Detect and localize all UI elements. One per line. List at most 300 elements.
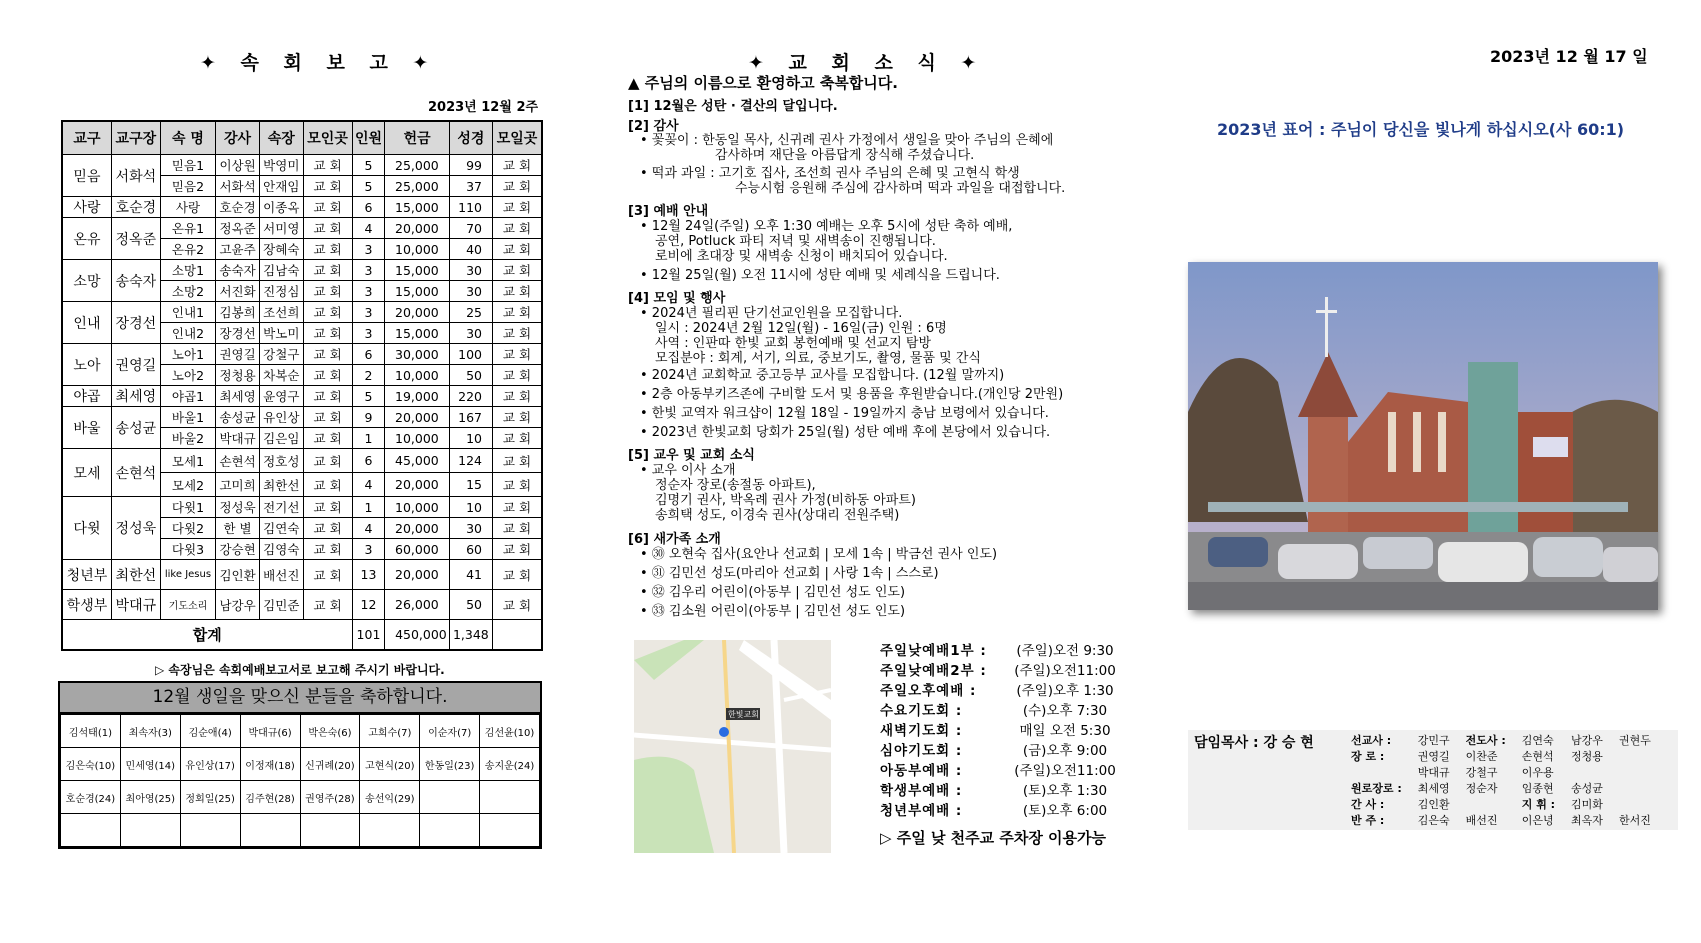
staff-cell — [1611, 780, 1659, 796]
table-cell: 20,000 — [385, 302, 449, 323]
table-cell: 호순경 — [111, 197, 160, 218]
column-header: 교구장 — [111, 121, 160, 155]
table-cell: 소망1 — [160, 260, 215, 281]
table-cell: 바울1 — [160, 407, 215, 428]
section-3: [3] 예배 안내 — [628, 204, 709, 219]
table-cell: 전기선 — [259, 497, 303, 518]
table-cell: 서미영 — [259, 218, 303, 239]
table-cell: 정성욱 — [216, 497, 260, 518]
table-cell: 인내1 — [160, 302, 215, 323]
table-cell: 15,000 — [385, 323, 449, 344]
report-date: 2023년 12월 2주 — [428, 100, 539, 115]
table-cell: 교 회 — [303, 323, 352, 344]
table-cell: 5 — [352, 155, 385, 176]
staff-cell: 간 사 : — [1351, 798, 1385, 811]
table-cell: 교 회 — [303, 473, 352, 497]
table-cell: 교 회 — [492, 218, 542, 239]
table-cell: 송성균 — [111, 407, 160, 449]
table-cell: 김은임 — [259, 428, 303, 449]
section-1: [1] 12월은 성탄 · 결산의 달입니다. — [628, 99, 838, 114]
column-header: 속장 — [259, 121, 303, 155]
table-row — [62, 260, 542, 281]
table-row — [62, 449, 542, 473]
table-cell: 사랑 — [62, 197, 111, 218]
birthday-cell: 최속자(3) — [120, 715, 180, 748]
birthday-cell: 신귀례(20) — [300, 748, 360, 781]
table-cell: 차복순 — [259, 365, 303, 386]
staff-cell: 강민구 — [1417, 734, 1450, 747]
table-cell: 3 — [352, 239, 385, 260]
table-cell: 15,000 — [385, 260, 449, 281]
birthday-cell: 박은숙(6) — [300, 715, 360, 748]
birthday-cell — [420, 781, 480, 814]
event-line-2: 일시 : 2024년 2월 12일(월) - 16일(금) 인원 : 6명 — [655, 321, 947, 336]
table-cell: 교 회 — [492, 518, 542, 539]
event-line-7: • 한빛 교역자 워크샵이 12월 18일 - 19일까지 충남 보령에서 있습니다. — [640, 406, 1049, 421]
birthday-cell — [120, 814, 180, 847]
rice-cake-thanks: • 떡과 과일 : 고기호 집사, 조선희 권사 주님의 은혜 및 고현식 학생 — [640, 166, 1020, 181]
staff-cell — [1563, 764, 1611, 780]
staff-cell — [1611, 748, 1659, 764]
table-cell: 교 회 — [303, 428, 352, 449]
total-row — [62, 620, 542, 650]
table-cell: 장경선 — [216, 323, 260, 344]
table-cell: 소망 — [62, 260, 111, 302]
table-cell: 1 — [352, 497, 385, 518]
table-row — [62, 386, 542, 407]
staff-cell: 김은숙 — [1417, 814, 1450, 827]
worship-line-1: • 12월 24일(주일) 오후 1:30 예배는 오후 5시에 성탄 축하 예배, — [640, 219, 1013, 234]
table-cell: 교 회 — [492, 323, 542, 344]
table-cell: 30 — [449, 518, 492, 539]
table-cell: 교 회 — [303, 197, 352, 218]
table-cell: 김남숙 — [259, 260, 303, 281]
column-header: 인원 — [352, 121, 385, 155]
column-header: 교구 — [62, 121, 111, 155]
table-cell: 최세영 — [216, 386, 260, 407]
newcomer-3: • ㉜ 김우리 어린이(아동부 | 김민선 성도 인도) — [640, 585, 906, 600]
schedule-row — [880, 721, 1130, 741]
table-cell: 박영미 — [259, 155, 303, 176]
staff-cell: 배선진 — [1465, 814, 1498, 827]
member-line-4: 송희택 성도, 이경숙 권사(상대리 전원주택) — [655, 508, 900, 523]
table-cell: 윤영구 — [259, 386, 303, 407]
staff-cell: 전도사 : — [1465, 734, 1506, 747]
table-cell: 교 회 — [303, 560, 352, 590]
table-cell: 10,000 — [385, 497, 449, 518]
table-cell: 바울2 — [160, 428, 215, 449]
table-cell: 교 회 — [492, 497, 542, 518]
table-cell: 10 — [449, 497, 492, 518]
staff-cell: 김미화 — [1571, 798, 1603, 811]
table-cell: 서진화 — [216, 281, 260, 302]
member-line-3: 김명기 권사, 박옥례 권사 가정(비하동 아파트) — [655, 493, 916, 508]
table-cell: 교 회 — [492, 155, 542, 176]
event-line-8: • 2023년 한빛교회 당회가 25일(월) 성탄 예배 후에 본당에서 있습니다. — [640, 425, 1051, 440]
birthday-cell: 유인상(17) — [180, 748, 240, 781]
table-cell: 45,000 — [385, 449, 449, 473]
year-motto: 2023년 표어 : 주님이 당신을 빛나게 하십시오(사 60:1) — [1217, 120, 1625, 139]
birthday-cell: 고현식(20) — [360, 748, 420, 781]
staff-cell: 최옥자 — [1571, 814, 1603, 827]
table-cell: 장경선 — [111, 302, 160, 344]
worship-line-2: 공연, Potluck 파티 저녁 및 새벽송이 진행됩니다. — [655, 234, 936, 249]
birthday-cell: 김은숙(10) — [61, 748, 121, 781]
staff-cell: 이우용 — [1521, 766, 1554, 779]
staff-cell: 임종현 — [1521, 782, 1554, 795]
table-row — [62, 155, 542, 176]
table-cell: 교 회 — [303, 386, 352, 407]
birthday-cell: 고희수(7) — [360, 715, 420, 748]
table-cell: 교 회 — [303, 176, 352, 197]
table-cell: 20,000 — [385, 473, 449, 497]
schedule-row — [880, 641, 1130, 661]
schedule-time: (주일)오후 1:30 — [1016, 683, 1114, 699]
staff-cell: 김인환 — [1417, 798, 1450, 811]
table-cell: 3 — [352, 281, 385, 302]
staff-cell: 강철구 — [1465, 766, 1498, 779]
schedule-row — [880, 701, 1130, 721]
column-header: 강사 — [216, 121, 260, 155]
table-cell: 인내2 — [160, 323, 215, 344]
table-cell: 정옥준 — [111, 218, 160, 260]
table-cell: 4 — [352, 473, 385, 497]
table-cell: 30,000 — [385, 344, 449, 365]
table-cell: 이종옥 — [259, 197, 303, 218]
table-cell: 19,000 — [385, 386, 449, 407]
table-cell: 기도소리 — [160, 590, 215, 620]
table-cell: 다윗3 — [160, 539, 215, 560]
table-cell: 조선희 — [259, 302, 303, 323]
table-cell: 교 회 — [303, 281, 352, 302]
schedule-row — [880, 741, 1130, 761]
table-cell: 220 — [449, 386, 492, 407]
table-cell: 3 — [352, 302, 385, 323]
table-cell: 정호성 — [259, 449, 303, 473]
schedule-label: 아동부예배 : — [880, 763, 963, 779]
table-cell: 12 — [352, 590, 385, 620]
table-cell: 20,000 — [385, 407, 449, 428]
birthday-cell: 민세영(14) — [120, 748, 180, 781]
table-cell: 25,000 — [385, 155, 449, 176]
table-cell: 교 회 — [492, 239, 542, 260]
table-cell: 2 — [352, 365, 385, 386]
schedule-label: 심야기도회 : — [880, 743, 963, 759]
birthday-cell: 이정재(18) — [240, 748, 300, 781]
staff-cell: 송성균 — [1571, 782, 1603, 795]
table-cell: 고윤주 — [216, 239, 260, 260]
birthday-cell: 김순애(4) — [180, 715, 240, 748]
column-header: 속 명 — [160, 121, 215, 155]
staff-cell: 권현두 — [1618, 734, 1651, 747]
schedule-time: (토)오후 6:00 — [1022, 803, 1108, 819]
birthday-cell: 김주현(28) — [240, 781, 300, 814]
table-cell: 모세 — [62, 449, 111, 497]
newcomer-1: • ㉚ 오현숙 집사(요안나 선교회 | 모세 1속 | 박금선 권사 인도) — [640, 547, 998, 562]
schedule-row — [880, 781, 1130, 801]
table-cell: 25,000 — [385, 176, 449, 197]
table-cell: 최한선 — [111, 560, 160, 590]
table-cell: 15 — [449, 473, 492, 497]
column-header: 모일곳 — [492, 121, 542, 155]
table-cell: 온유1 — [160, 218, 215, 239]
table-cell: 15,000 — [385, 281, 449, 302]
table-cell: 노아1 — [160, 344, 215, 365]
section-2: [2] 감사 — [628, 119, 679, 134]
section-5: [5] 교우 및 교회 소식 — [628, 448, 755, 463]
table-cell: 노아2 — [160, 365, 215, 386]
table-cell: 안재임 — [259, 176, 303, 197]
table-cell: 믿음2 — [160, 176, 215, 197]
table-cell: 교 회 — [303, 407, 352, 428]
schedule-time: (금)오후 9:00 — [1022, 743, 1108, 759]
table-cell: 10,000 — [385, 365, 449, 386]
staff-cell — [1611, 796, 1659, 812]
table-cell: 교 회 — [303, 449, 352, 473]
table-cell: 인내 — [62, 302, 111, 344]
table-cell: 바울 — [62, 407, 111, 449]
schedule-label: 주일오후예배 : — [880, 683, 977, 699]
total-bible: 1,348 — [449, 620, 492, 650]
table-cell: 박대규 — [111, 590, 160, 620]
section-6: [6] 새가족 소개 — [628, 532, 721, 547]
table-cell: 최세영 — [111, 386, 160, 407]
table-cell: 50 — [449, 365, 492, 386]
table-cell: 김봉희 — [216, 302, 260, 323]
birthday-cell — [480, 814, 540, 847]
table-cell: 3 — [352, 260, 385, 281]
table-cell: 박노미 — [259, 323, 303, 344]
table-cell: 6 — [352, 344, 385, 365]
table-cell: 6 — [352, 197, 385, 218]
staff-cell: 남강우 — [1571, 734, 1603, 747]
table-cell: 교 회 — [303, 365, 352, 386]
staff-cell: 원로장로 : — [1351, 782, 1402, 795]
table-cell: 강철구 — [259, 344, 303, 365]
table-cell: 호순경 — [216, 197, 260, 218]
table-cell: 교 회 — [303, 260, 352, 281]
table-header-row — [62, 121, 542, 155]
birthday-cell — [300, 814, 360, 847]
event-line-3: 사역 : 인판따 한빛 교회 봉헌예배 및 선교지 탐방 — [655, 336, 932, 351]
table-row — [62, 218, 542, 239]
table-cell: 최한선 — [259, 473, 303, 497]
bulletin-date: 2023년 12 월 17 일 — [1490, 47, 1648, 66]
table-cell: 교 회 — [303, 497, 352, 518]
table-cell: 학생부 — [62, 590, 111, 620]
rice-cake-thanks-2: 수능시험 응원해 주심에 감사하며 떡과 과일을 대접합니다. — [735, 181, 1066, 196]
schedule-time: (주일)오전11:00 — [1014, 763, 1116, 779]
total-offering: 450,000 — [385, 620, 449, 650]
newcomer-2: • ㉛ 김민선 성도(마리아 선교회 | 사랑 1속 | 스스로) — [640, 566, 939, 581]
column-header: 헌금 — [385, 121, 449, 155]
schedule-time: (수)오후 7:30 — [1022, 703, 1108, 719]
table-cell: 교 회 — [492, 473, 542, 497]
table-cell: 권영길 — [216, 344, 260, 365]
table-cell: 이상원 — [216, 155, 260, 176]
schedule-label: 학생부예배 : — [880, 783, 963, 799]
table-cell: 70 — [449, 218, 492, 239]
schedule-row — [880, 801, 1130, 821]
sokhoe-report-table — [61, 120, 543, 651]
table-cell: 교 회 — [303, 302, 352, 323]
schedule-label: 주일낮예배2부 : — [880, 663, 987, 679]
table-cell: 1 — [352, 428, 385, 449]
newcomer-4: • ㉝ 김소원 어린이(아동부 | 김민선 성도 인도) — [640, 604, 906, 619]
table-cell: 20,000 — [385, 560, 449, 590]
staff-cell: 권영길 — [1417, 750, 1450, 763]
birthday-cell — [480, 781, 540, 814]
table-cell: 30 — [449, 281, 492, 302]
staff-cell — [1458, 796, 1514, 812]
table-cell: 4 — [352, 518, 385, 539]
table-cell: 교 회 — [492, 428, 542, 449]
schedule-label: 청년부예배 : — [880, 803, 963, 819]
birthday-cell — [180, 814, 240, 847]
total-blank — [492, 620, 542, 650]
table-cell: 교 회 — [492, 281, 542, 302]
table-row — [62, 344, 542, 365]
table-cell: 교 회 — [492, 590, 542, 620]
member-line-2: 정순자 장로(송절동 아파트), — [655, 478, 816, 493]
table-cell: 다윗2 — [160, 518, 215, 539]
flower-thanks-2: 감사하며 재단을 아름답게 장식해 주셨습니다. — [715, 148, 975, 163]
table-cell: 청년부 — [62, 560, 111, 590]
table-cell: 교 회 — [492, 539, 542, 560]
staff-box — [1188, 730, 1678, 830]
table-cell: 99 — [449, 155, 492, 176]
table-cell: 김영숙 — [259, 539, 303, 560]
map-church-label: 한빛교회 — [728, 710, 759, 719]
staff-cell: 지 휘 : — [1521, 798, 1556, 811]
table-cell: 믿음 — [62, 155, 111, 197]
table-cell: 20,000 — [385, 518, 449, 539]
table-cell: 송숙자 — [111, 260, 160, 302]
table-cell: 26,000 — [385, 590, 449, 620]
table-cell: 정청용 — [216, 365, 260, 386]
table-cell: 교 회 — [492, 260, 542, 281]
table-cell: 110 — [449, 197, 492, 218]
table-cell: 20,000 — [385, 218, 449, 239]
table-cell: 온유2 — [160, 239, 215, 260]
table-cell: 교 회 — [303, 539, 352, 560]
section-4: [4] 모임 및 행사 — [628, 291, 726, 306]
column-header: 모인곳 — [303, 121, 352, 155]
table-cell: 야곱 — [62, 386, 111, 407]
table-cell: 김민준 — [259, 590, 303, 620]
birthday-cell — [420, 814, 480, 847]
table-cell: 손현석 — [216, 449, 260, 473]
birthday-cell: 이순자(7) — [420, 715, 480, 748]
schedule-row — [880, 681, 1130, 701]
table-cell: 김인환 — [216, 560, 260, 590]
table-cell: 167 — [449, 407, 492, 428]
table-cell: 30 — [449, 260, 492, 281]
table-cell: 15,000 — [385, 197, 449, 218]
birthday-cell — [360, 814, 420, 847]
table-cell: 사랑 — [160, 197, 215, 218]
table-cell: 다윗 — [62, 497, 111, 560]
table-cell: 25 — [449, 302, 492, 323]
table-cell: 교 회 — [492, 407, 542, 428]
staff-cell: 정청용 — [1571, 750, 1603, 763]
table-cell: 송성균 — [216, 407, 260, 428]
staff-cell: 손현석 — [1521, 750, 1554, 763]
table-cell: 교 회 — [492, 365, 542, 386]
event-line-1: • 2024년 필리핀 단기선교인원을 모집합니다. — [640, 306, 903, 321]
birthday-cell: 김석태(1) — [61, 715, 121, 748]
table-cell: 정성욱 — [111, 497, 160, 560]
birthday-cell: 김선윤(10) — [480, 715, 540, 748]
table-cell: 9 — [352, 407, 385, 428]
table-cell: 강승현 — [216, 539, 260, 560]
table-cell: 교 회 — [303, 155, 352, 176]
birthday-cell: 정회일(25) — [180, 781, 240, 814]
table-cell: 남강우 — [216, 590, 260, 620]
table-cell: 10,000 — [385, 428, 449, 449]
table-cell: 13 — [352, 560, 385, 590]
event-line-6: • 2층 아동부키즈존에 구비할 도서 및 용품을 후원받습니다.(개인당 2만원) — [640, 387, 1064, 402]
table-row — [62, 590, 542, 620]
table-cell: 교 회 — [492, 386, 542, 407]
table-cell: 교 회 — [303, 344, 352, 365]
schedule-row — [880, 661, 1130, 681]
worship-line-4: • 12월 25일(월) 오전 11시에 성탄 예배 및 세례식을 드립니다. — [640, 268, 1000, 283]
worship-schedule — [880, 641, 1130, 821]
table-cell: 100 — [449, 344, 492, 365]
table-cell: 김연숙 — [259, 518, 303, 539]
birthday-cell: 송지운(24) — [480, 748, 540, 781]
worship-line-3: 로비에 초대장 및 새벽송 신청이 배치되어 있습니다. — [655, 249, 948, 264]
staff-cell: 한서진 — [1618, 814, 1651, 827]
table-cell: 서화석 — [216, 176, 260, 197]
birthday-cell: 한동일(23) — [420, 748, 480, 781]
schedule-time: (주일)오전 9:30 — [1016, 643, 1114, 659]
parking-note: ▷ 주일 낮 천주교 주차장 이용가능 — [880, 829, 1107, 847]
flower-thanks: • 꽃꽂이 : 한동일 목사, 신귀례 권사 가정에서 생일을 맞아 주님의 은혜에 — [640, 133, 1054, 148]
table-cell: 교 회 — [492, 344, 542, 365]
table-cell: 30 — [449, 323, 492, 344]
table-cell: 송숙자 — [216, 260, 260, 281]
table-cell: 3 — [352, 323, 385, 344]
table-cell: 서화석 — [111, 155, 160, 197]
birthday-cell: 최아영(25) — [120, 781, 180, 814]
table-cell: 교 회 — [303, 218, 352, 239]
table-cell: 온유 — [62, 218, 111, 260]
birthday-cell — [240, 814, 300, 847]
staff-cell: 반 주 : — [1351, 814, 1385, 827]
table-cell: 10,000 — [385, 239, 449, 260]
staff-cell: 선교사 : — [1351, 734, 1392, 747]
table-cell: 60 — [449, 539, 492, 560]
table-cell: 4 — [352, 218, 385, 239]
staff-cell: 이은녕 — [1521, 814, 1554, 827]
staff-cell — [1343, 764, 1410, 780]
table-cell: 10 — [449, 428, 492, 449]
member-line-1: • 교우 이사 소개 — [640, 463, 736, 478]
schedule-row — [880, 761, 1130, 781]
column-header: 성경 — [449, 121, 492, 155]
table-cell: 40 — [449, 239, 492, 260]
table-cell: 유인상 — [259, 407, 303, 428]
table-cell: 배선진 — [259, 560, 303, 590]
table-cell: 교 회 — [492, 176, 542, 197]
total-people: 101 — [352, 620, 385, 650]
staff-cell — [1611, 764, 1659, 780]
schedule-label: 새벽기도회 : — [880, 723, 963, 739]
table-cell: 교 회 — [492, 560, 542, 590]
church-map[interactable] — [634, 640, 831, 853]
